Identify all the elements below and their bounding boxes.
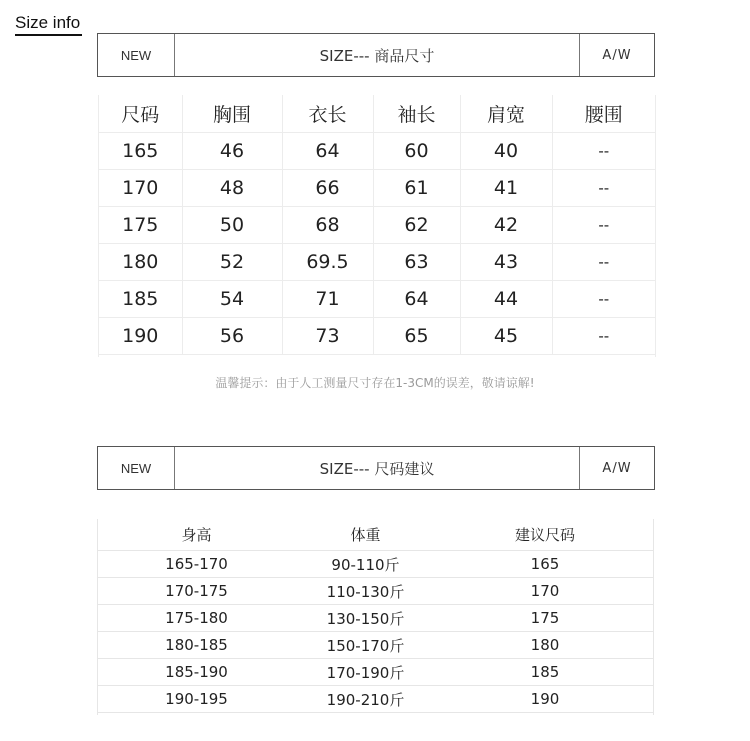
table-border: [655, 95, 656, 357]
table-cell: 175: [99, 207, 182, 244]
table-cell: --: [552, 281, 655, 318]
table-cell: 180: [436, 632, 654, 659]
new-label: NEW: [98, 447, 175, 489]
table-cell: 180-185: [98, 632, 295, 659]
table-header-row: [99, 95, 655, 133]
table-cell: 69.5: [282, 244, 373, 281]
table-cell: 150-170斤: [295, 632, 436, 659]
table-cell: 56: [182, 318, 282, 355]
table-cell: 44: [460, 281, 552, 318]
column-header: 胸围: [182, 95, 282, 133]
table-cell: 60: [373, 133, 460, 170]
table-row: [98, 551, 654, 578]
table-cell: --: [552, 244, 655, 281]
table-cell: 90-110斤: [295, 551, 436, 578]
column-header: 尺码: [99, 95, 182, 133]
recommend-header-bar: [97, 446, 655, 490]
table-row: [99, 318, 655, 355]
table-cell: 175-180: [98, 605, 295, 632]
table-cell: 61: [373, 170, 460, 207]
table-row: [98, 578, 654, 605]
measurement-note: 温馨提示：由于人工测量尺寸存在1-3CM的误差，敬请谅解!: [215, 376, 535, 390]
table-cell: 54: [182, 281, 282, 318]
table-row: [99, 207, 655, 244]
table-cell: 190-210斤: [295, 686, 436, 713]
column-header: 体重: [295, 519, 436, 551]
table-cell: 63: [373, 244, 460, 281]
table-row: [98, 632, 654, 659]
table-row: [98, 605, 654, 632]
table-cell: 190: [99, 318, 182, 355]
table-cell: 170-190斤: [295, 659, 436, 686]
table-cell: 64: [282, 133, 373, 170]
table-cell: 180: [99, 244, 182, 281]
table-cell: 165-170: [98, 551, 295, 578]
table-cell: 165: [436, 551, 654, 578]
table-cell: 170: [436, 578, 654, 605]
table-cell: 66: [282, 170, 373, 207]
table-cell: 190-195: [98, 686, 295, 713]
table-cell: 46: [182, 133, 282, 170]
new-label: NEW: [98, 34, 175, 76]
table-row: [98, 659, 654, 686]
table-cell: 110-130斤: [295, 578, 436, 605]
table-row: [99, 170, 655, 207]
table-cell: 40: [460, 133, 552, 170]
season-label: A/W: [579, 447, 654, 489]
table-cell: 71: [282, 281, 373, 318]
size-section-title: SIZE--- 商品尺寸: [319, 46, 435, 65]
table-cell: 64: [373, 281, 460, 318]
table-cell: 165: [99, 133, 182, 170]
table-cell: 45: [460, 318, 552, 355]
column-header: 衣长: [282, 95, 373, 133]
size-table: [99, 95, 655, 355]
recommend-table: [98, 519, 654, 713]
table-cell: --: [552, 170, 655, 207]
recommend-section-title: SIZE--- 尺码建议: [319, 459, 435, 478]
table-cell: 41: [460, 170, 552, 207]
table-row: [99, 133, 655, 170]
season-label: A/W: [579, 34, 654, 76]
table-cell: 190: [436, 686, 654, 713]
table-cell: 185: [99, 281, 182, 318]
column-header: 肩宽: [460, 95, 552, 133]
table-cell: 62: [373, 207, 460, 244]
table-cell: 130-150斤: [295, 605, 436, 632]
table-cell: 185-190: [98, 659, 295, 686]
table-row: [98, 686, 654, 713]
table-cell: 50: [182, 207, 282, 244]
page-title: Size info: [15, 13, 82, 36]
table-cell: 170: [99, 170, 182, 207]
table-row: [99, 244, 655, 281]
table-cell: 175: [436, 605, 654, 632]
column-header: 建议尺码: [436, 519, 654, 551]
table-cell: 43: [460, 244, 552, 281]
table-cell: 185: [436, 659, 654, 686]
table-cell: 68: [282, 207, 373, 244]
column-header: 腰围: [552, 95, 655, 133]
column-header: 袖长: [373, 95, 460, 133]
table-cell: 52: [182, 244, 282, 281]
table-cell: --: [552, 207, 655, 244]
column-header: 身高: [98, 519, 295, 551]
table-row: [99, 281, 655, 318]
table-cell: --: [552, 318, 655, 355]
table-cell: 73: [282, 318, 373, 355]
table-cell: --: [552, 133, 655, 170]
table-cell: 170-175: [98, 578, 295, 605]
table-cell: 42: [460, 207, 552, 244]
table-cell: 48: [182, 170, 282, 207]
table-cell: 65: [373, 318, 460, 355]
size-header-bar: [97, 33, 655, 77]
table-header-row: [98, 519, 654, 551]
